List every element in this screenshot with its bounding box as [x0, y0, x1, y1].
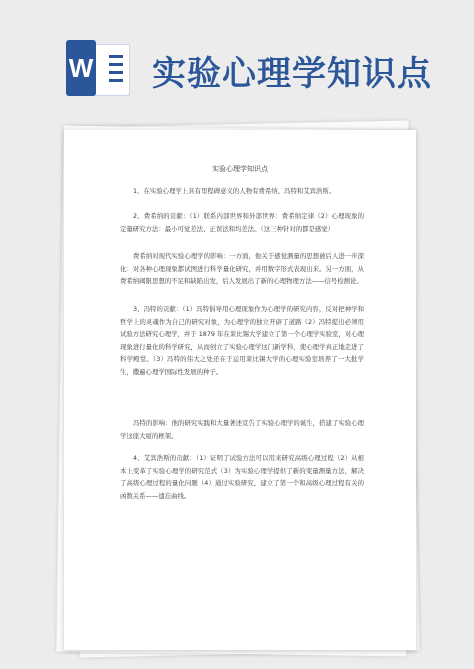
document-page	[64, 130, 416, 650]
doc-line	[109, 79, 123, 82]
doc-line	[109, 55, 123, 58]
doc-line	[109, 71, 123, 74]
paragraph-4: 3、冯特的贡献：（1）冯特倡导用心理现象作为心理学的研究内容，反对把神学和哲学上的灵魂作为自己的研究对象，为心理学的独立开辟了道路（2）冯特提出必须用试验方法研究心理学，并于 1879 年在莱比锡大学建立了第一个心理学实验室，对心理现象进行量化的科学研究，从而创立了实验心理学这门新学科，使心理学真正地走进了科学殿堂。（3）冯特的伟大之处还在于运用莱比锡大学的心理实验室培养了一大批学生，撒遍心理学国际性发展的种子。	[120, 305, 364, 376]
banner	[0, 0, 474, 112]
paragraph-6: 4、艾宾浩斯的贡献：（1）证明了试验方法可以用来研究高级心理过程（2）从根本上变革了实验心理学的研究范式（3）为实验心理学提供了新的变量测量方法，解决了高级心理过程的量化问题（4）通过实验研究，建立了第一个和高级心理过程有关的函数关系——遗忘曲线。	[120, 454, 364, 500]
banner-title: 实验心理学知识点	[152, 54, 432, 94]
paragraph-3: 费希纳对现代实验心理学的影响：一方面，他关于感觉测量的思想被后人进一步深化：对各种心理现象都试图进行科学量化研究，并用数字形式表现出来。另一方面，从费希纳阈限思想的不足和缺陷出发，后人发展出了新的心理物理方法——信号检测论。	[120, 252, 364, 286]
document-title: 实验心理学知识点	[212, 165, 268, 173]
paragraph-1: 1、在实验心理学上具有里程碑意义的人物有费希纳、冯特和艾宾浩斯。	[133, 187, 336, 195]
word-icon	[66, 40, 132, 96]
paragraph-2: 2、费希纳的贡献：（1）联系内部世界和外部世界：费希纳定律（2）心理现象的定量研究方法：最小可觉差法、正误法和均差法。（这三种针对的都是感觉）	[120, 212, 364, 233]
doc-line	[109, 63, 123, 66]
paragraph-5: 冯特的影响：他的研究实践和大量著述宣告了实验心理学的诞生，搭建了实验心理学这座大厦的框架。	[120, 419, 364, 440]
word-logo-badge: W	[66, 40, 96, 96]
